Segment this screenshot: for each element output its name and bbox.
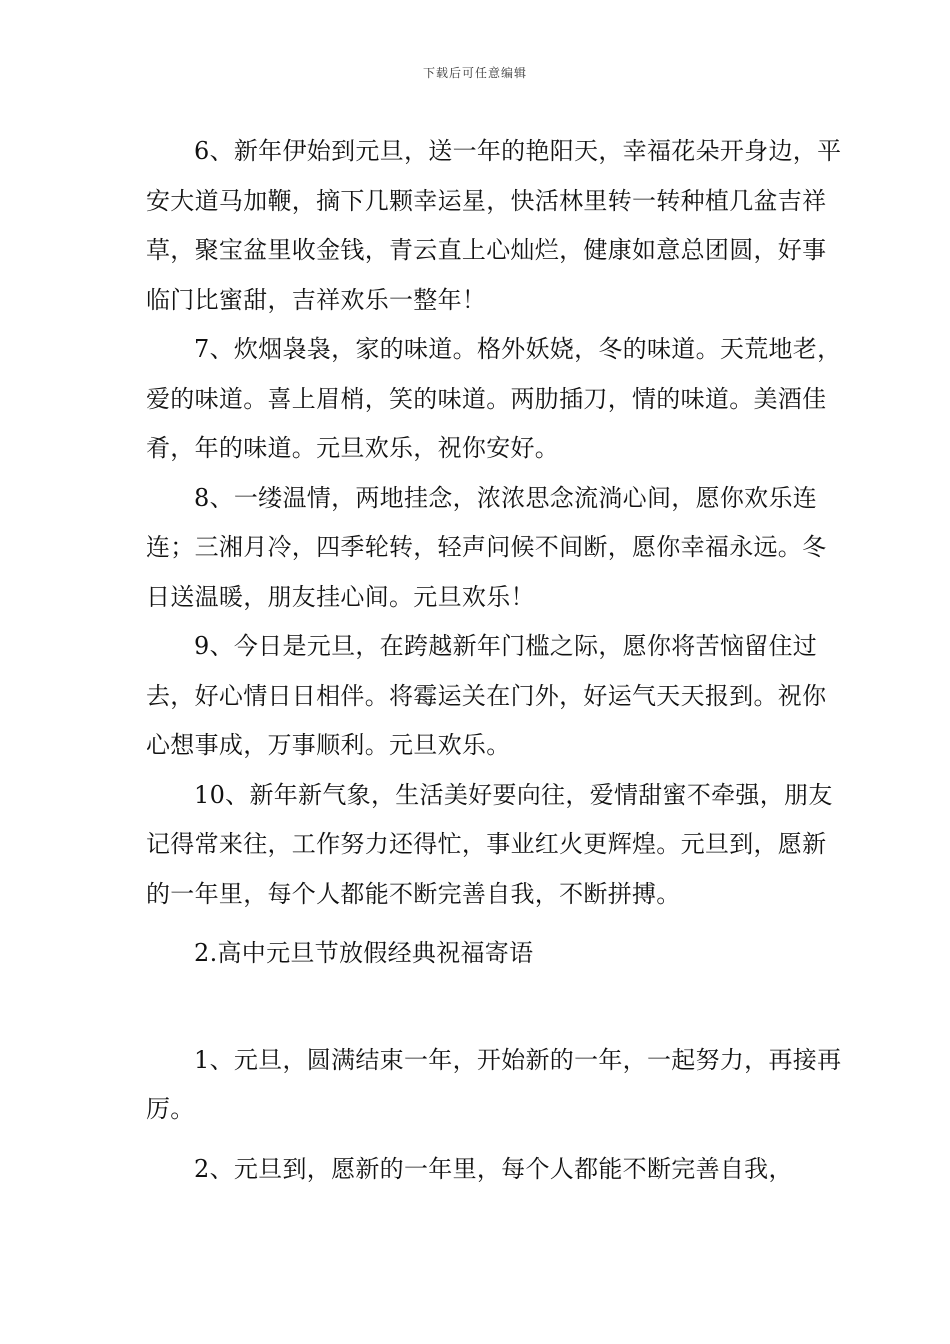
paragraph-7: 7、炊烟袅袅，家的味道。格外妖娆，冬的味道。天荒地老，爱的味道。喜上眉梢，笑的味道。两肋插刀，情的味道。美酒佳肴，年的味道。元旦欢乐，祝你安好。: [146, 335, 842, 462]
spacer: [146, 979, 846, 1028]
document-body: [146, 127, 846, 1194]
paragraph-6: 6、新年伊始到元旦，送一年的艳阳天，幸福花朵开身边，平安大道马加鞭，摘下几颗幸运星，快活林里转一转种植几盆吉祥草，聚宝盆里收金钱，青云直上心灿烂，健康如意总团圆，好事临门比蜜甜，吉祥欢乐一整年！: [146, 137, 842, 314]
paragraph-9: 9、今日是元旦，在跨越新年门槛之际，愿你将苦恼留住过去，好心情日日相伴。将霉运关在门外，好运气天天报到。祝你心想事成，万事顺利。元旦欢乐。: [146, 632, 827, 759]
header-note: 下载后可任意编辑: [422, 66, 527, 80]
paragraph-1: 1、元旦，圆满结束一年，开始新的一年，一起努力，再接再厉。: [146, 1045, 842, 1123]
paragraph-2: 2、元旦到，愿新的一年里，每个人都能不断完善自我，: [194, 1154, 793, 1183]
paragraph-10: 10、新年新气象，生活美好要向往，爱情甜蜜不牵强，朋友记得常来往，工作努力还得忙，事业红火更辉煌。元旦到，愿新的一年里，每个人都能不断完善自我，不断拼搏。: [146, 780, 833, 908]
section-heading: 2.高中元旦节放假经典祝福寄语: [194, 939, 534, 967]
paragraph-8: 8、一缕温情，两地挂念，浓浓思念流淌心间，愿你欢乐连连；三湘月冷，四季轮转，轻声问候不间断，愿你幸福永远。冬日送温暖，朋友挂心间。元旦欢乐！: [146, 483, 827, 611]
